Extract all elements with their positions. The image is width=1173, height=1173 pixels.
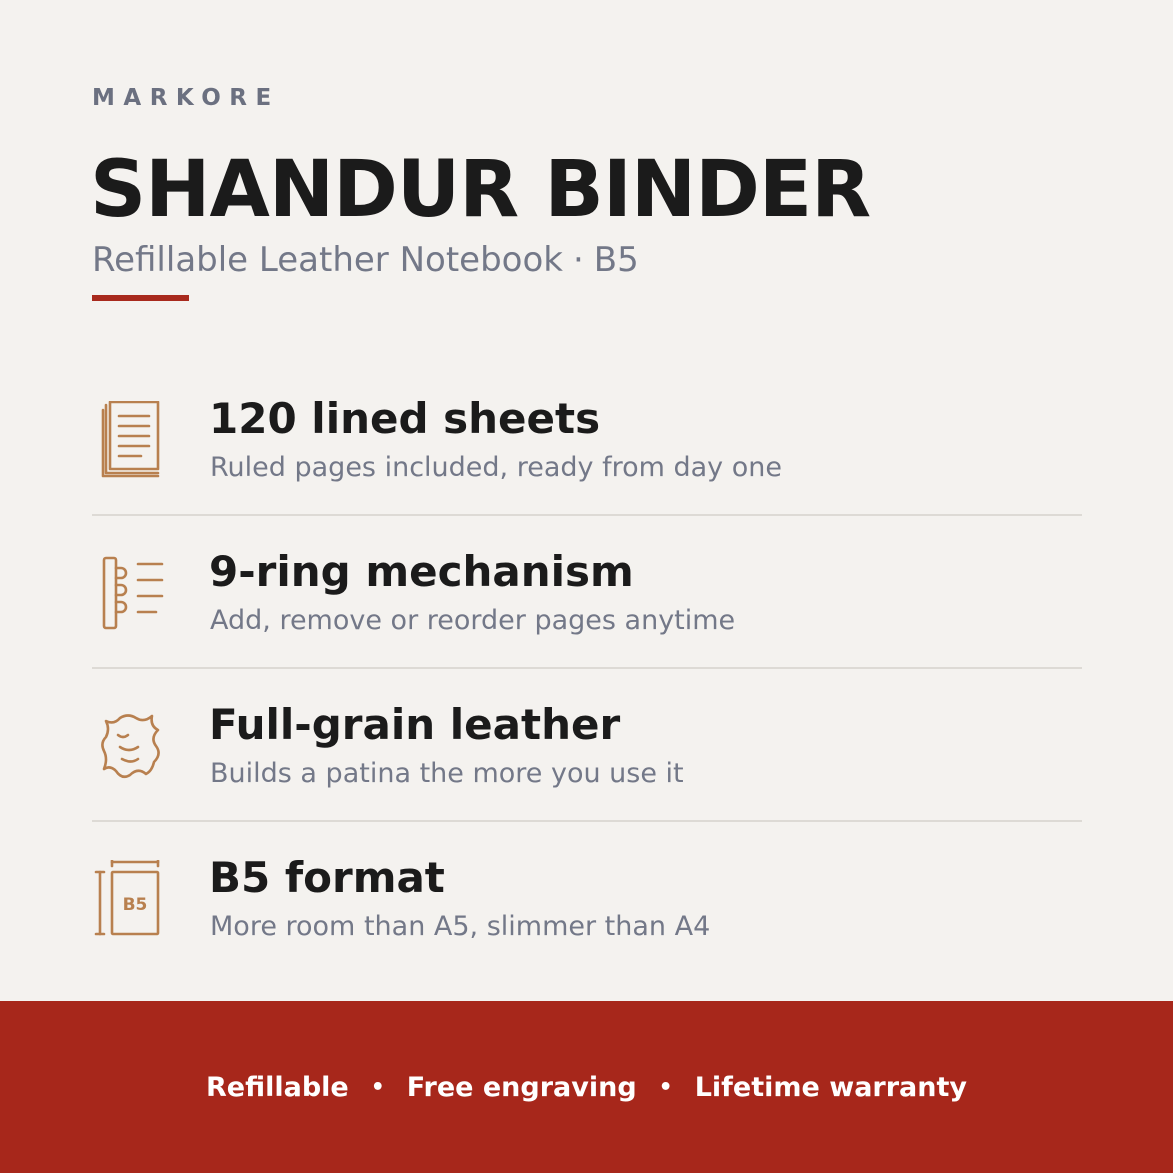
product-subtitle xyxy=(92,238,639,282)
accent-divider xyxy=(92,295,189,301)
product-title: SHANDUR BINDER xyxy=(90,145,871,235)
ring-binder-icon xyxy=(92,554,170,632)
feature-title: 120 lined sheets xyxy=(209,394,601,443)
feature-title: Full-grain leather xyxy=(209,700,621,749)
feature-description: Add, remove or reorder pages anytime xyxy=(210,605,736,636)
feature-list xyxy=(92,363,1082,975)
feature-title: 9-ring mechanism xyxy=(209,547,634,596)
subtitle-size: B5 xyxy=(593,240,639,280)
feature-description: Ruled pages included, ready from day one xyxy=(210,452,782,483)
banner-item-engraving: Free engraving xyxy=(406,1071,637,1103)
banner-item-warranty: Lifetime warranty xyxy=(694,1071,967,1103)
feature-item-sheets xyxy=(92,363,1082,516)
b5-format-icon xyxy=(92,860,170,938)
subtitle-product: Refillable Leather Notebook xyxy=(92,240,563,280)
banner-separator: • xyxy=(370,1074,385,1100)
leather-hide-icon xyxy=(92,707,170,785)
feature-description: More room than A5, slimmer than A4 xyxy=(210,911,711,942)
brand-name: MARKORE xyxy=(92,85,280,111)
benefits-banner xyxy=(0,1001,1173,1173)
feature-item-rings xyxy=(92,516,1082,669)
feature-item-format xyxy=(92,822,1082,975)
subtitle-separator: · xyxy=(572,240,584,280)
banner-separator: • xyxy=(658,1074,673,1100)
feature-title: B5 format xyxy=(209,853,445,902)
banner-item-refillable: Refillable xyxy=(205,1071,349,1103)
lined-sheets-icon xyxy=(92,401,170,479)
feature-description: Builds a patina the more you use it xyxy=(210,758,684,789)
b5-icon-label: B5 xyxy=(122,895,148,915)
feature-item-leather xyxy=(92,669,1082,822)
